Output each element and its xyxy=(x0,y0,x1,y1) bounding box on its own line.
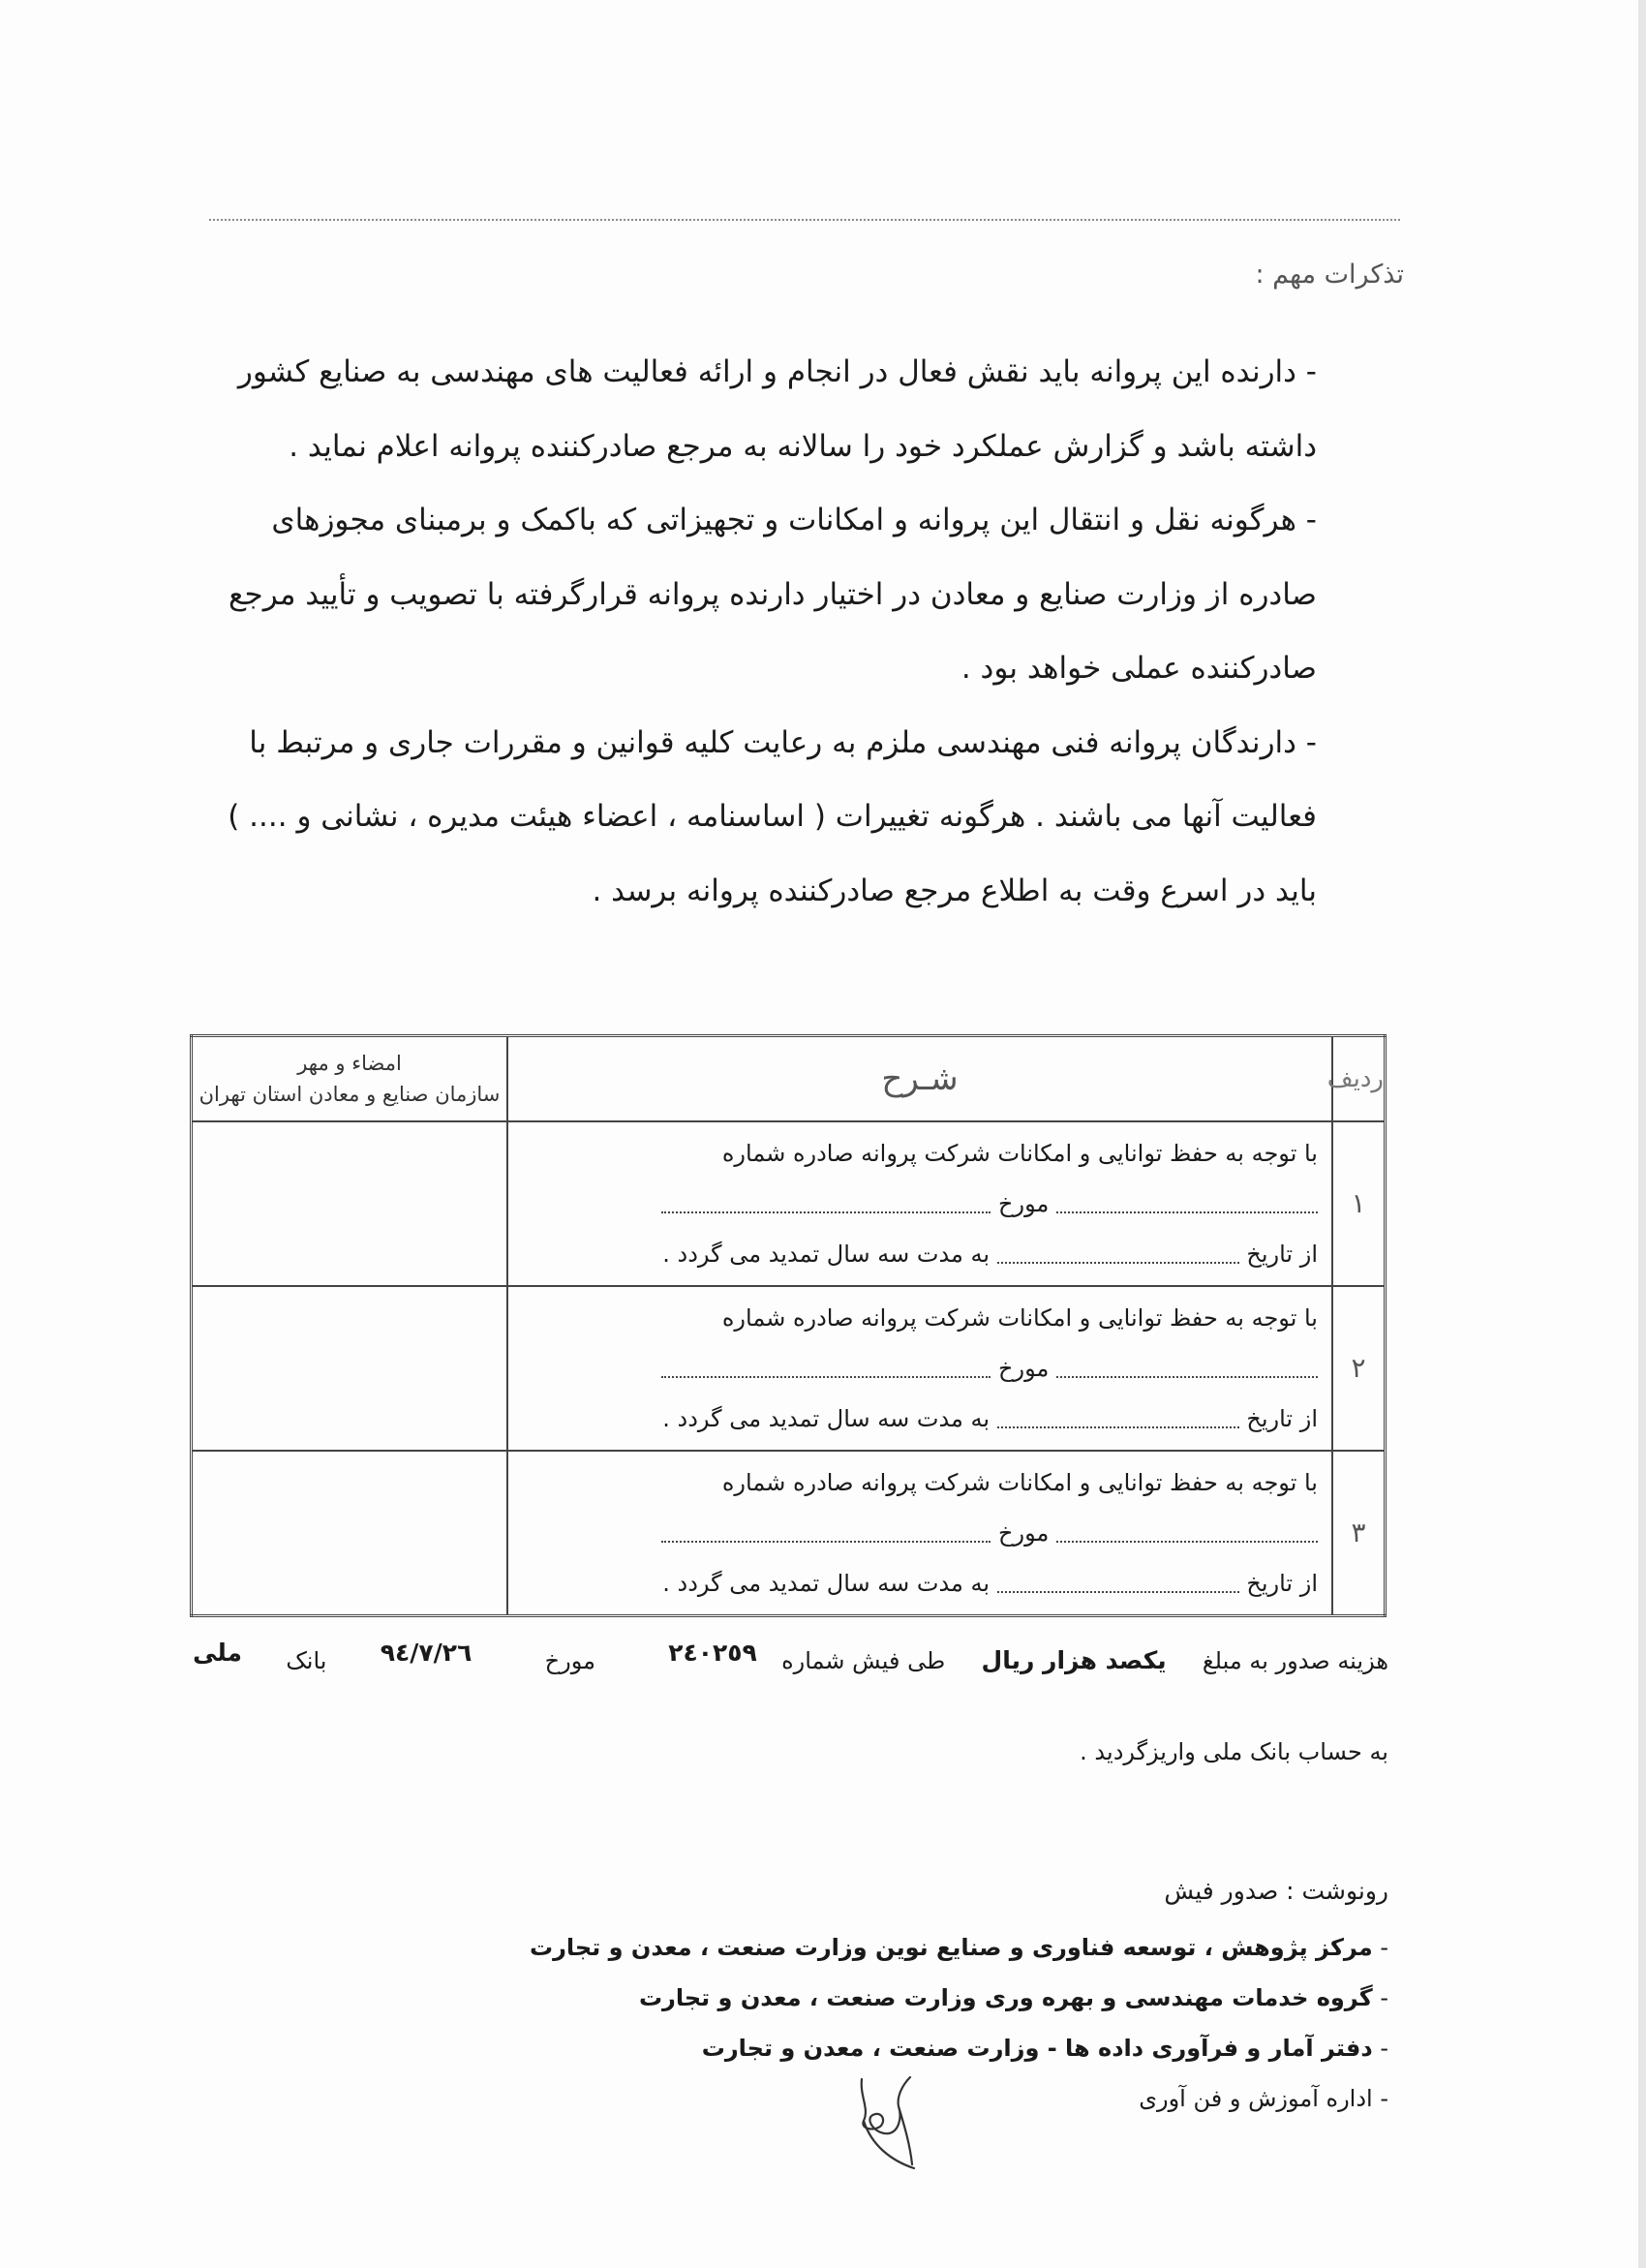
from-date-label: از تاریخ xyxy=(1246,1404,1318,1432)
from-date-blank[interactable] xyxy=(997,1576,1239,1593)
copy-recipient: مرکز پژوهش ، توسعه فناوری و صنایع نوین وزارت صنعت ، معدن و تجارت xyxy=(529,1934,1373,1961)
notes-body xyxy=(194,335,1317,928)
license-number-blank[interactable] xyxy=(1056,1196,1318,1213)
signature-cell xyxy=(192,1286,508,1451)
row-number: ٢ xyxy=(1332,1286,1386,1451)
list-item: - دفتر آمار و فرآوری داده ها - وزارت صنعت ، معدن و تجارت xyxy=(701,2035,1388,2062)
license-date-blank[interactable] xyxy=(661,1361,991,1378)
signature-cell xyxy=(192,1121,508,1286)
extension-text: به مدت سه سال تمدید می گردد . xyxy=(662,1569,991,1597)
scan-edge-right xyxy=(1638,0,1646,2268)
table-row xyxy=(192,1121,1386,1286)
fee-line xyxy=(193,1639,1388,1674)
row-line1: با توجه به حفظ توانایی و امکانات شرکت پروانه صادره شماره xyxy=(721,1303,1318,1332)
row-line3 xyxy=(518,1394,1318,1444)
row-number: ١ xyxy=(1332,1121,1386,1286)
extension-text: به مدت سه سال تمدید می گردد . xyxy=(662,1404,991,1432)
date-label: مورخ xyxy=(544,1647,595,1674)
renewal-table xyxy=(190,1034,1387,1617)
header-signature xyxy=(192,1036,508,1121)
note-paragraph-2: - هرگونه نقل و انتقال این پروانه و امکانات و تجهیزاتی که باکمک و برمبنای مجوزهای صادره از وزارت صنایع و معادن در اختیار دارنده پروانه قرارگرفته با تصویب و تأیید مرجع صادرکننده عملی خواهد بود . xyxy=(229,503,1317,686)
copies-title: رونوشت : صدور فیش xyxy=(1164,1877,1388,1905)
receipt-label: طی فیش شماره xyxy=(781,1647,946,1674)
header-row-number: ردیف xyxy=(1332,1036,1386,1121)
row-line3 xyxy=(518,1229,1318,1279)
bank-label: بانک xyxy=(286,1647,327,1674)
license-number-blank[interactable] xyxy=(1056,1361,1318,1378)
fee-amount: یکصد هزار ریال xyxy=(981,1646,1167,1674)
row-line2 xyxy=(518,1179,1318,1229)
receipt-number: ٢٤٠٢٥٩ xyxy=(668,1639,757,1667)
dated-label: مورخ xyxy=(998,1354,1050,1382)
table-header-row xyxy=(192,1036,1386,1121)
extension-text: به مدت سه سال تمدید می گردد . xyxy=(662,1240,991,1268)
row-line1: با توجه به حفظ توانایی و امکانات شرکت پروانه صادره شماره xyxy=(721,1468,1318,1496)
notes-title: تذکرات مهم : xyxy=(1255,260,1404,290)
copy-recipient: دفتر آمار و فرآوری داده ها - وزارت صنعت ، معدن و تجارت xyxy=(701,2035,1373,2062)
list-item: - گروه خدمات مهندسی و بهره وری وزارت صنعت ، معدن و تجارت xyxy=(638,1984,1388,2011)
handwritten-signature xyxy=(842,2068,939,2179)
date-value: ٩٤/٧/٢٦ xyxy=(380,1639,472,1667)
row-description xyxy=(507,1451,1332,1616)
row-description xyxy=(507,1121,1332,1286)
row-description xyxy=(507,1286,1332,1451)
row-number: ٣ xyxy=(1332,1451,1386,1616)
license-date-blank[interactable] xyxy=(661,1196,991,1213)
table-row xyxy=(192,1286,1386,1451)
dated-label: مورخ xyxy=(998,1518,1050,1547)
note-paragraph-3: - دارندگان پروانه فنی مهندسی ملزم به رعایت کلیه قوانین و مقررات جاری و مرتبط با فعالیت آنها می باشند . هرگونه تغییرات ( اساسنامه ، اعضاء هیئت مدیره ، نشانی و .... ) باید در اسرع وقت به اطلاع مرجع صادرکننده پروانه برسد . xyxy=(228,724,1317,908)
signature-stroke xyxy=(862,2077,914,2168)
header-signature-line2: سازمان صنایع و معادن استان تهران xyxy=(198,1082,501,1106)
from-date-label: از تاریخ xyxy=(1246,1240,1318,1268)
dated-label: مورخ xyxy=(998,1189,1050,1217)
copy-recipient: اداره آموزش و فن آوری xyxy=(1139,2085,1373,2112)
license-date-blank[interactable] xyxy=(661,1525,991,1543)
license-number-blank[interactable] xyxy=(1056,1525,1318,1543)
header-description: شـرح xyxy=(507,1036,1332,1121)
top-dotted-rule xyxy=(209,219,1400,221)
note-paragraph-1: - دارنده این پروانه باید نقش فعال در انجام و ارائه فعالیت های مهندسی به صنایع کشور داشته باشد و گزارش عملکرد خود را سالانه به مرجع صادرکننده پروانه اعلام نماید . xyxy=(237,354,1317,464)
list-item: - اداره آموزش و فن آوری xyxy=(1139,2085,1388,2112)
signature-cell xyxy=(192,1451,508,1616)
fee-label: هزینه صدور به مبلغ xyxy=(1202,1647,1388,1674)
header-signature-line1: امضاء و مهر xyxy=(297,1051,402,1075)
from-date-label: از تاریخ xyxy=(1246,1569,1318,1597)
from-date-blank[interactable] xyxy=(997,1411,1239,1428)
deposit-text: به حساب بانک ملی واریزگردید . xyxy=(1080,1738,1388,1765)
from-date-blank[interactable] xyxy=(997,1246,1239,1264)
copy-recipient: گروه خدمات مهندسی و بهره وری وزارت صنعت ، معدن و تجارت xyxy=(638,1984,1373,2011)
row-line2 xyxy=(518,1343,1318,1394)
row-line1: با توجه به حفظ توانایی و امکانات شرکت پروانه صادره شماره xyxy=(721,1139,1318,1167)
list-item: - مرکز پژوهش ، توسعه فناوری و صنایع نوین وزارت صنعت ، معدن و تجارت xyxy=(529,1934,1388,1961)
bank-value: ملی xyxy=(193,1639,243,1667)
row-line2 xyxy=(518,1508,1318,1558)
row-line3 xyxy=(518,1558,1318,1609)
table-row xyxy=(192,1451,1386,1616)
